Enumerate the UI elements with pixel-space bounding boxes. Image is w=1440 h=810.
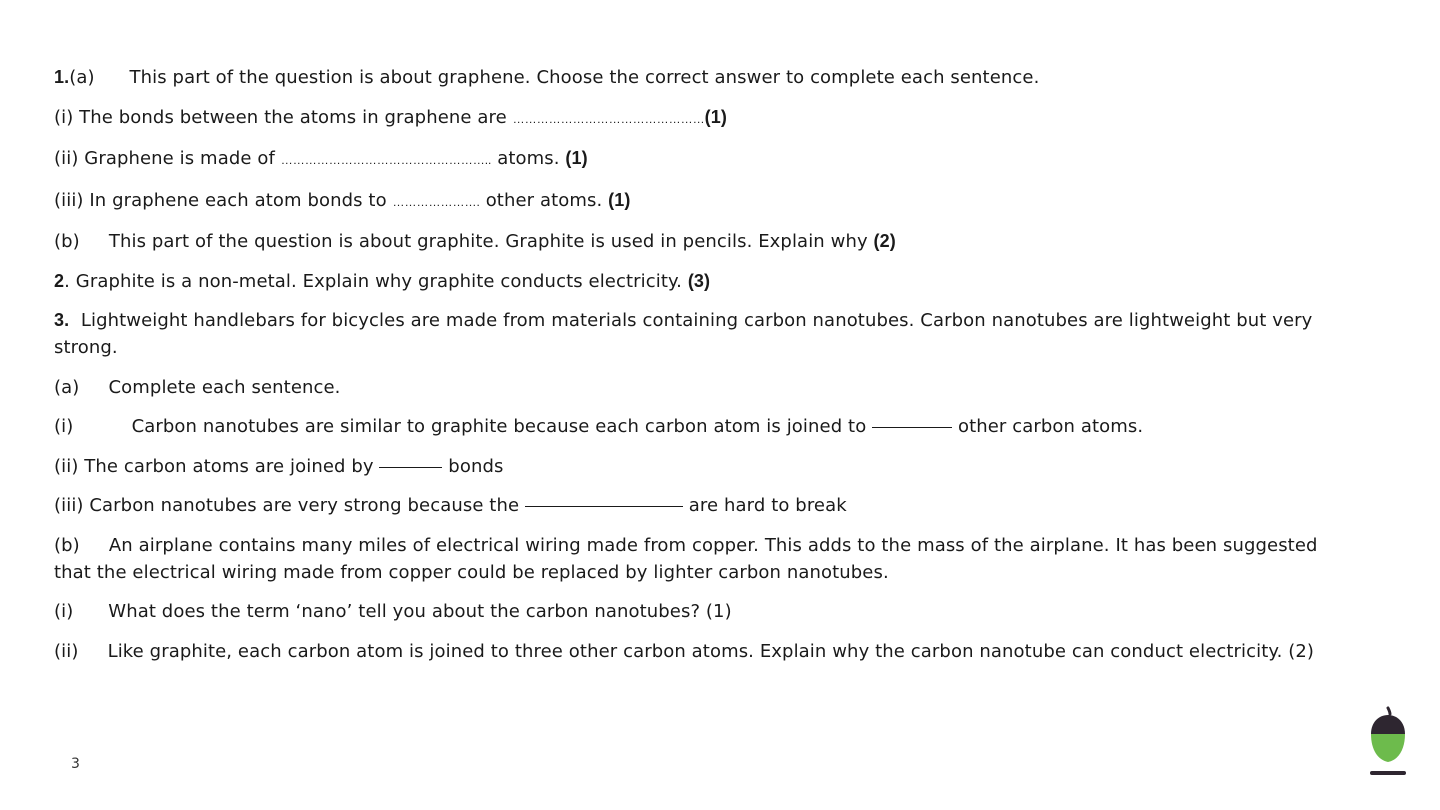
question-3b — [54, 532, 1354, 586]
answer-blank — [525, 505, 683, 507]
question-text: Complete each sentence. — [108, 376, 341, 398]
question-text: (ii) The carbon atoms are joined by — [54, 455, 380, 477]
question-3b-ii — [54, 638, 1354, 665]
acorn-icon — [1368, 706, 1408, 778]
question-1a-iii — [54, 187, 1354, 216]
page-number: 3 — [71, 756, 80, 772]
question-3b-i — [54, 598, 1354, 625]
question-1b — [54, 228, 1354, 255]
answer-blank — [379, 466, 442, 468]
part-label: (a) — [54, 376, 80, 398]
question-text: This part of the question is about graphite. Graphite is used in pencils. Explain why — [108, 231, 874, 252]
question-number: 3. — [54, 310, 70, 330]
question-1a — [54, 64, 1354, 91]
question-text: (iii) Carbon nanotubes are very strong because the — [54, 495, 525, 516]
question-text: (iii) In graphene each atom bonds to — [54, 189, 393, 211]
question-2 — [54, 268, 1354, 295]
marks: (1) — [608, 189, 631, 210]
question-text-after: other carbon atoms. — [952, 416, 1144, 437]
question-text-after: atoms. — [491, 148, 566, 169]
part-label: (b) — [54, 534, 80, 556]
part-label: (i) — [54, 601, 74, 622]
answer-blank — [872, 426, 952, 428]
answer-dots: ………………………………………… — [512, 111, 705, 126]
marks: (3) — [687, 270, 711, 291]
answer-dots: …………………. — [392, 194, 480, 209]
question-text: . Graphite is a non-metal. Explain why graphite conducts electricity. — [64, 270, 688, 292]
question-text: (i) The bonds between the atoms in graphene are — [54, 106, 513, 128]
marks: (1) — [565, 148, 588, 168]
question-text-after: other atoms. — [479, 189, 609, 211]
question-3a — [54, 374, 1354, 401]
part-label: (b) — [54, 231, 80, 252]
question-text: (ii) Graphene is made of — [54, 148, 281, 169]
question-text: Carbon nanotubes are similar to graphite because each carbon atom is joined to — [131, 416, 873, 437]
marks: (1) — [704, 106, 727, 127]
part-label: (ii) — [54, 640, 79, 662]
question-text: An airplane contains many miles of electrical wiring made from copper. This adds to the mass of the airplane. It has been suggested that the electrical wiring made from copper could be replaced by lighter carbon nanotubes. — [54, 534, 1324, 583]
part-label: (i) — [54, 416, 74, 437]
part-label: (a) — [69, 67, 95, 88]
question-1a-ii — [54, 145, 1354, 174]
question-3a-iii — [54, 492, 1354, 519]
question-3 — [54, 307, 1354, 361]
question-text-after: are hard to break — [682, 495, 847, 516]
question-text-after: bonds — [442, 455, 504, 477]
question-1a-i — [54, 104, 1354, 133]
answer-dots: …………………………………………….. — [280, 153, 492, 167]
question-text: Like graphite, each carbon atom is joined to three other carbon atoms. Explain why the carbon nanotube can conduct electricity. (2) — [107, 640, 1315, 662]
question-text: Lightweight handlebars for bicycles are made from materials containing carbon nanotubes. Carbon nanotubes are lightweight but very strong. — [54, 310, 1319, 358]
question-number: 2 — [54, 270, 65, 291]
marks: (2) — [873, 231, 896, 251]
question-list — [54, 64, 1354, 677]
question-text: This part of the question is about graphene. Choose the correct answer to complete each sentence. — [129, 67, 1040, 88]
question-3a-ii — [54, 453, 1354, 480]
question-3a-i — [54, 413, 1354, 440]
question-number: 1. — [54, 67, 70, 87]
question-text: What does the term ‘nano’ tell you about the carbon nanotubes? (1) — [108, 601, 732, 622]
